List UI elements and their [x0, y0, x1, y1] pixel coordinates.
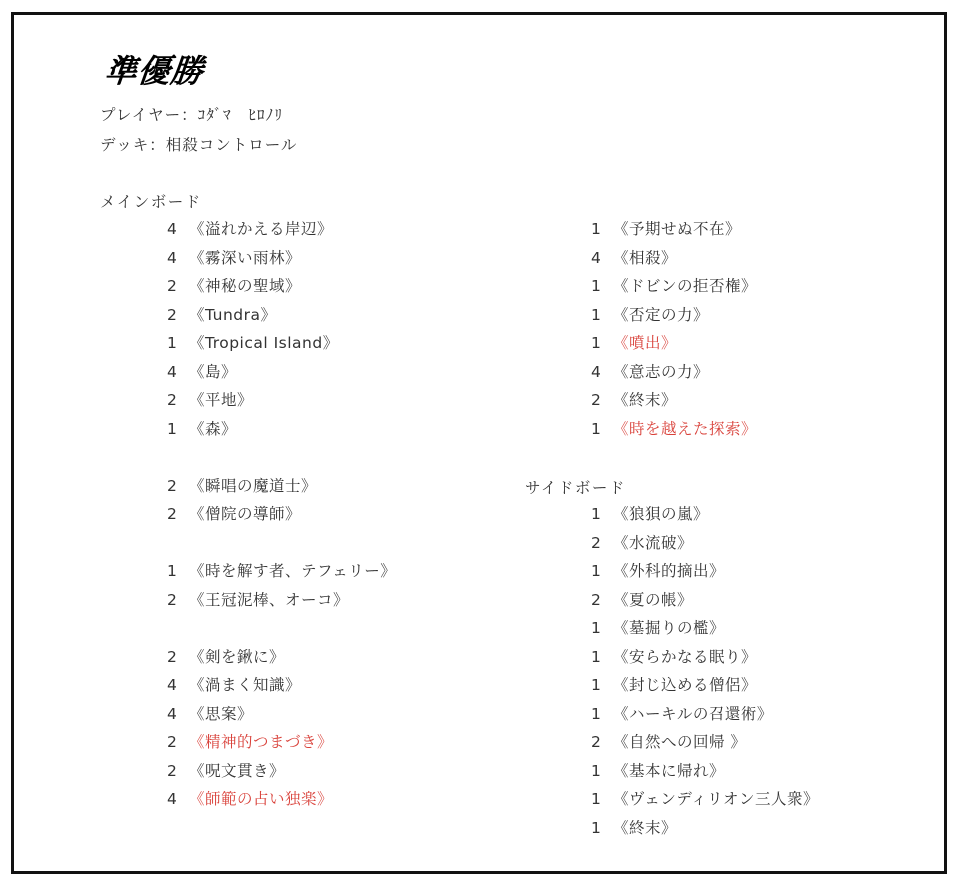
card-quantity: 1: [591, 220, 601, 238]
card-quantity: 1: [591, 705, 601, 723]
card-name: 《Tropical Island》: [189, 334, 339, 352]
card-quantity: 2: [167, 391, 177, 409]
card-name: 《呪文貫き》: [189, 762, 286, 780]
card-name: 《否定の力》: [613, 306, 710, 324]
card-quantity: 1: [167, 562, 177, 580]
card-entry: [591, 358, 709, 386]
card-name: 《予期せぬ不在》: [613, 220, 742, 238]
card-name: 《安らかなる眠り》: [613, 648, 758, 666]
card-name: 《霧深い雨林》: [189, 249, 302, 267]
card-quantity: 2: [167, 762, 177, 780]
card-quantity: 4: [167, 220, 177, 238]
card-quantity: 1: [591, 562, 601, 580]
card-entry: [591, 814, 677, 842]
card-entry: [591, 415, 757, 443]
card-entry: [591, 529, 693, 557]
card-entry: [591, 671, 757, 699]
card-quantity: 4: [167, 249, 177, 267]
card-quantity: 4: [167, 705, 177, 723]
card-entry: [591, 757, 725, 785]
card-name: 《Tundra》: [189, 306, 277, 324]
card-quantity: 2: [167, 477, 177, 495]
card-name: 《封じ込める僧侶》: [613, 676, 758, 694]
card-name: 《思案》: [189, 705, 254, 723]
card-quantity: 2: [167, 648, 177, 666]
player-name: プレイヤー：ｺﾀﾞﾏ ﾋﾛﾉﾘ: [100, 106, 284, 124]
card-name: 《自然への回帰 》: [613, 733, 747, 751]
card-entry: [591, 215, 741, 243]
card-entry: [167, 244, 301, 272]
side-board-heading: サイドボード: [525, 479, 626, 497]
card-entry: [167, 500, 301, 528]
card-quantity: 1: [167, 420, 177, 438]
card-name: 《狼狽の嵐》: [613, 505, 710, 523]
card-name: 《師範の占い独楽》: [189, 790, 334, 808]
card-quantity: 4: [591, 249, 601, 267]
card-name: 《ヴェンディリオン三人衆》: [613, 790, 819, 808]
card-entry: [591, 301, 709, 329]
deck-name: デッキ：相殺コントロール: [100, 136, 298, 154]
card-entry: [591, 728, 746, 756]
card-entry: [591, 557, 725, 585]
card-entry: [167, 272, 301, 300]
card-quantity: 2: [167, 277, 177, 295]
card-entry: [167, 415, 237, 443]
card-entry: [167, 329, 339, 357]
card-quantity: 2: [591, 534, 601, 552]
page-title: 準優勝: [102, 52, 206, 90]
card-quantity: 1: [591, 762, 601, 780]
card-quantity: 1: [591, 334, 601, 352]
card-entry: [591, 614, 725, 642]
card-entry: [591, 244, 677, 272]
card-entry: [591, 643, 757, 671]
card-name: 《水流破》: [613, 534, 694, 552]
card-name: 《夏の帳》: [613, 591, 694, 609]
card-quantity: 1: [591, 306, 601, 324]
card-entry: [167, 301, 276, 329]
card-entry: [167, 358, 237, 386]
card-entry: [591, 386, 677, 414]
main-board-heading: メインボード: [100, 193, 202, 211]
card-name: 《神秘の聖域》: [189, 277, 302, 295]
card-quantity: 1: [591, 277, 601, 295]
card-name: 《終末》: [613, 819, 678, 837]
card-entry: [167, 785, 333, 813]
card-name: 《僧院の導師》: [189, 505, 302, 523]
card-quantity: 2: [167, 306, 177, 324]
card-quantity: 4: [167, 676, 177, 694]
card-quantity: 4: [167, 363, 177, 381]
card-quantity: 2: [167, 733, 177, 751]
card-name: 《森》: [189, 420, 238, 438]
card-quantity: 1: [591, 505, 601, 523]
card-entry: [167, 700, 253, 728]
card-quantity: 4: [167, 790, 177, 808]
card-name: 《外科的摘出》: [613, 562, 726, 580]
card-name: 《剣を鍬に》: [189, 648, 286, 666]
card-quantity: 2: [591, 391, 601, 409]
card-quantity: 1: [591, 648, 601, 666]
card-name: 《ハーキルの召還術》: [613, 705, 773, 723]
card-entry: [591, 785, 819, 813]
card-quantity: 1: [591, 819, 601, 837]
card-name: 《ドビンの拒否権》: [613, 277, 758, 295]
card-quantity: 1: [591, 676, 601, 694]
card-entry: [167, 557, 396, 585]
card-quantity: 2: [167, 591, 177, 609]
card-entry: [167, 757, 285, 785]
card-name: 《王冠泥棒、オーコ》: [189, 591, 350, 609]
card-name: 《意志の力》: [613, 363, 710, 381]
card-entry: [167, 643, 285, 671]
card-entry: [591, 500, 709, 528]
card-name: 《精神的つまづき》: [189, 733, 334, 751]
card-entry: [167, 215, 333, 243]
card-name: 《終末》: [613, 391, 678, 409]
card-entry: [167, 671, 301, 699]
card-entry: [591, 272, 757, 300]
card-quantity: 2: [167, 505, 177, 523]
card-name: 《瞬唱の魔道士》: [189, 477, 318, 495]
card-name: 《時を解す者、テフェリー》: [189, 562, 397, 580]
card-quantity: 1: [591, 619, 601, 637]
card-quantity: 2: [591, 733, 601, 751]
card-name: 《溢れかえる岸辺》: [189, 220, 334, 238]
card-entry: [167, 386, 253, 414]
card-entry: [167, 586, 349, 614]
card-quantity: 2: [591, 591, 601, 609]
card-name: 《島》: [189, 363, 238, 381]
card-entry: [591, 586, 693, 614]
card-quantity: 1: [591, 790, 601, 808]
card-name: 《墓掘りの檻》: [613, 619, 726, 637]
card-name: 《時を越えた探索》: [613, 420, 758, 438]
card-quantity: 1: [167, 334, 177, 352]
card-quantity: 1: [591, 420, 601, 438]
card-name: 《噴出》: [613, 334, 678, 352]
card-entry: [167, 472, 317, 500]
card-entry: [167, 728, 333, 756]
card-name: 《渦まく知識》: [189, 676, 302, 694]
card-entry: [591, 329, 677, 357]
card-quantity: 4: [591, 363, 601, 381]
card-entry: [591, 700, 773, 728]
card-name: 《相殺》: [613, 249, 678, 267]
card-name: 《基本に帰れ》: [613, 762, 726, 780]
card-name: 《平地》: [189, 391, 254, 409]
